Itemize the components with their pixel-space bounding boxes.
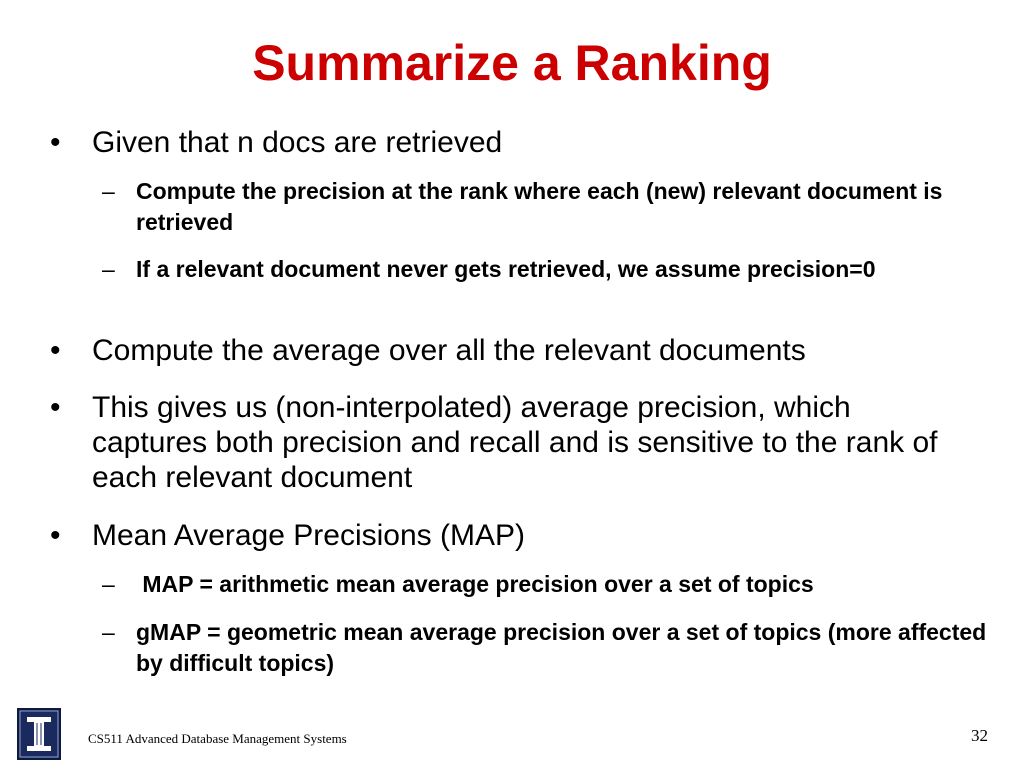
- sub-bullet-text: MAP = arithmetic mean average precision over a set of topics: [136, 571, 814, 597]
- sub-bullet-item: [102, 176, 996, 238]
- sub-bullet-text: Compute the precision at the rank where each (new) relevant document is retrieved: [136, 178, 943, 235]
- sub-bullet-item: [102, 617, 996, 679]
- footer-course-title: CS511 Advanced Database Management Systems: [88, 731, 347, 746]
- sub-bullet-item: [102, 569, 996, 600]
- bullet-text: This gives us (non-interpolated) average precision, which captures both precision and recall and is sensitive to the rank of each relevant document: [92, 391, 938, 494]
- bullet-item: [50, 390, 972, 495]
- bullet-marker: •: [50, 334, 61, 367]
- university-column-logo-icon: [17, 708, 61, 760]
- sub-bullet-text: If a relevant document never gets retrieved, we assume precision=0: [136, 256, 876, 282]
- bullet-item: [50, 518, 972, 553]
- dash-marker: –: [102, 256, 115, 282]
- dash-marker: –: [102, 178, 115, 204]
- bullet-text: Mean Average Precisions (MAP): [92, 519, 525, 552]
- slide-title: Summarize a Ranking: [252, 35, 772, 91]
- dash-marker: –: [102, 619, 115, 645]
- sub-bullet-text: gMAP = geometric mean average precision over a set of topics (more affected by difficult topics): [136, 619, 987, 676]
- bullet-marker: •: [50, 391, 61, 424]
- bullet-item: [50, 125, 972, 160]
- dash-marker: –: [102, 571, 115, 597]
- sub-bullet-item: [102, 254, 996, 285]
- page-number: 32: [971, 726, 988, 745]
- bullet-item: [50, 333, 972, 368]
- bullet-marker: •: [50, 519, 61, 552]
- bullet-text: Given that n docs are retrieved: [92, 126, 503, 159]
- bullet-marker: •: [50, 126, 61, 159]
- bullet-text: Compute the average over all the relevant documents: [92, 334, 806, 367]
